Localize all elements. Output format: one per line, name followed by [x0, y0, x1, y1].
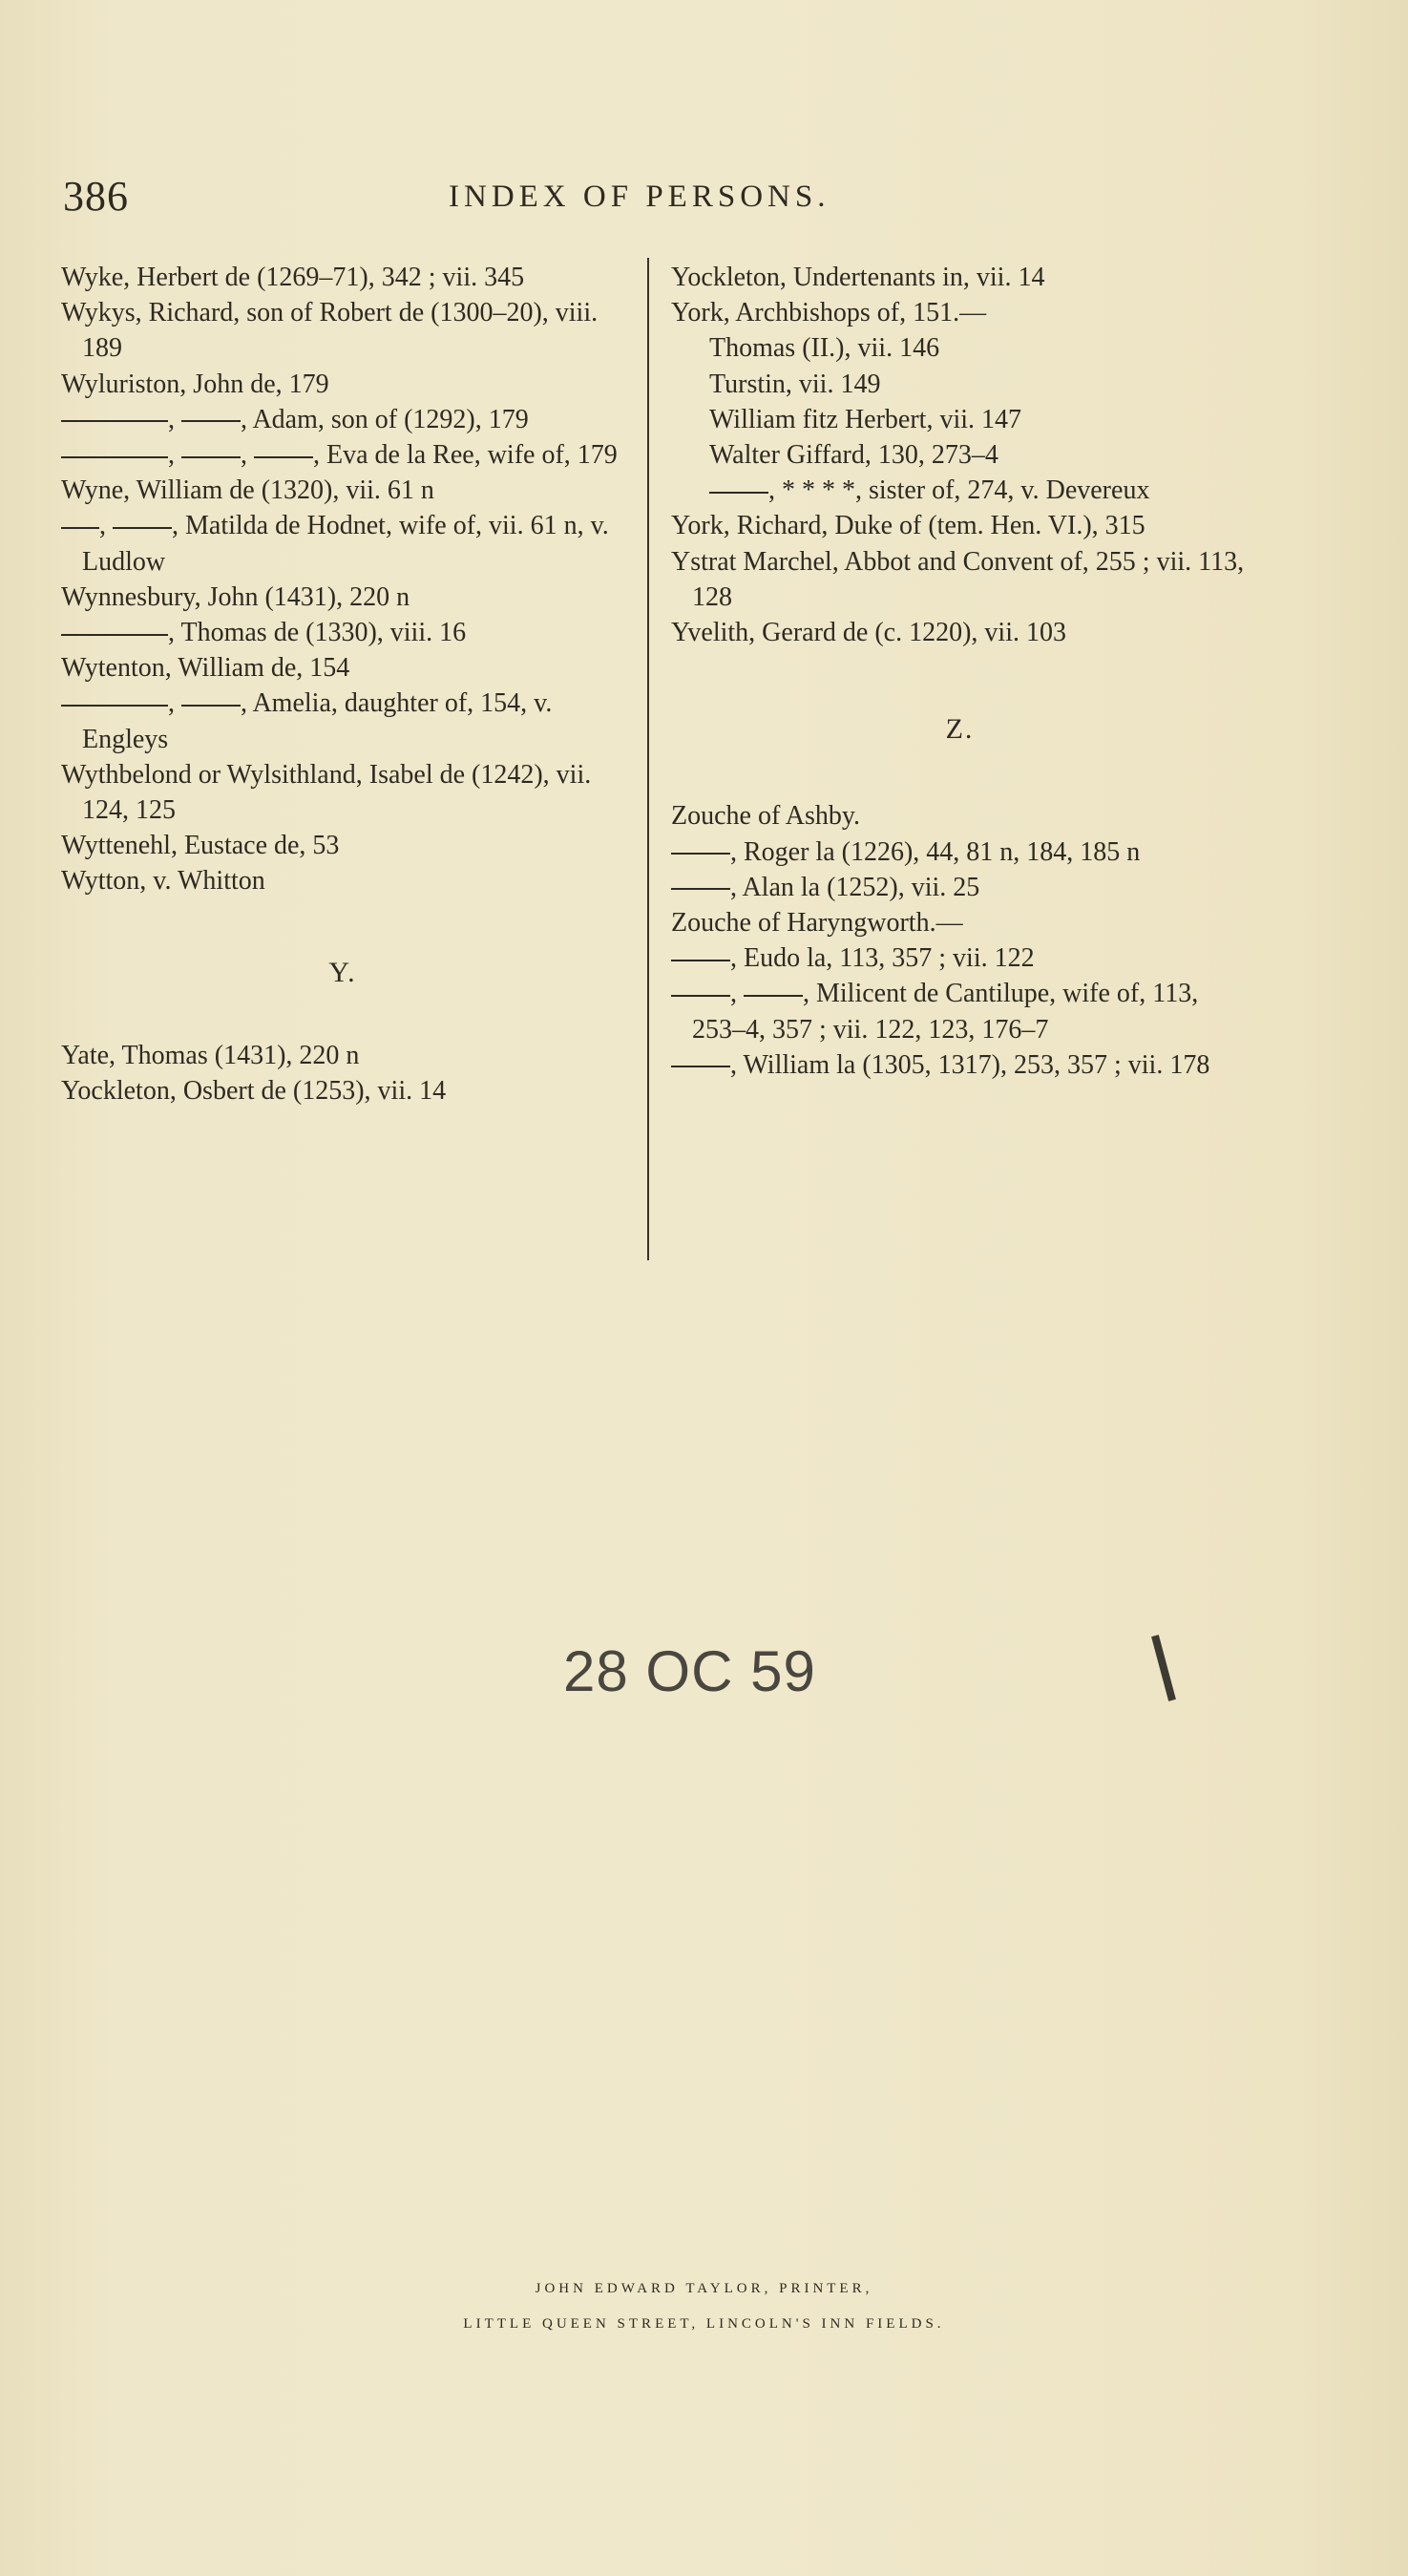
date-stamp: 28 OC 59	[563, 1639, 816, 1703]
index-subentry: , * * * *, sister of, 274, v. Devereux	[671, 473, 1249, 508]
ditto-dash	[181, 420, 241, 422]
index-entry: , , Amelia, daughter of, 154, v. Engleys	[61, 686, 624, 756]
index-entry: , , Milicent de Cantilupe, wife of, 113, 253–4, 357 ; vii. 122, 123, 176–7	[671, 976, 1249, 1046]
index-entry: Wyttenehl, Eustace de, 53	[61, 831, 340, 861]
index-subentry: Turstin, vii. 149	[709, 369, 881, 399]
index-entry: Zouche of Haryngworth.—	[671, 908, 963, 939]
ditto-dash	[671, 1066, 730, 1067]
index-entry: Wyne, William de (1320), vii. 61 n	[61, 475, 434, 506]
running-head: INDEX OF PERSONS.	[449, 179, 830, 214]
index-entry: York, Archbishops of, 151.—	[671, 298, 987, 328]
ditto-dash	[113, 527, 172, 529]
index-entry: York, Richard, Duke of (tem. Hen. VI.), 315	[671, 511, 1145, 541]
ditto-dash	[709, 492, 768, 494]
ditto-dash	[671, 853, 730, 855]
index-entry: Yockleton, Osbert de (1253), vii. 14	[61, 1076, 447, 1107]
index-entry: Wytton, v. Whitton	[61, 866, 265, 897]
index-subentry: William fitz Herbert, vii. 147	[709, 404, 1022, 434]
ink-mark	[1151, 1635, 1176, 1701]
index-subentry: Walter Giffard, 130, 273–4	[709, 440, 998, 471]
section-heading-y: Y.	[328, 956, 357, 988]
index-entry: Zouche of Ashby.	[671, 801, 861, 832]
ditto-dash	[61, 705, 168, 707]
index-entry: Wyluriston, John de, 179	[61, 369, 329, 399]
ditto-dash	[671, 960, 730, 961]
index-entry: Wytenton, William de, 154	[61, 653, 350, 684]
index-entry: Ystrat Marchel, Abbot and Convent of, 255 ; vii. 113, 128	[671, 546, 1245, 612]
index-entry: , Roger la (1226), 44, 81 n, 184, 185 n	[671, 834, 1249, 870]
index-entry: Yockleton, Undertenants in, vii. 14	[671, 263, 1045, 292]
index-entry: Wykys, Richard, son of Robert de (1300–20), viii. 189	[61, 298, 599, 364]
ditto-dash	[61, 527, 99, 529]
ditto-dash	[671, 888, 730, 890]
index-entry: , Alan la (1252), vii. 25	[671, 870, 1249, 905]
index-entry: Wyke, Herbert de (1269–71), 342 ; vii. 345	[61, 263, 525, 292]
index-entry: , , , Eva de la Ree, wife of, 179	[61, 437, 624, 473]
ditto-dash	[61, 456, 168, 458]
index-entry: , , Matilda de Hodnet, wife of, vii. 61 n, v. Ludlow	[61, 508, 624, 579]
left-column	[61, 260, 624, 1109]
page-number: 386	[63, 173, 129, 220]
ditto-dash	[744, 995, 803, 997]
index-entry: , Eudo la, 113, 357 ; vii. 122	[671, 940, 1249, 976]
index-subentry: Thomas (II.), vii. 146	[709, 333, 940, 364]
index-entry: , William la (1305, 1317), 253, 357 ; vii. 178	[671, 1047, 1249, 1083]
ditto-dash	[61, 634, 168, 636]
index-entry: Yvelith, Gerard de (c. 1220), vii. 103	[671, 618, 1066, 648]
index-entry: Wythbelond or Wylsithland, Isabel de (1242), vii. 124, 125	[61, 759, 592, 826]
printer-imprint-line-1: JOHN EDWARD TAYLOR, PRINTER,	[535, 2281, 873, 2296]
ditto-dash	[61, 420, 168, 422]
index-entry: Yate, Thomas (1431), 220 n	[61, 1040, 360, 1070]
section-heading-z: Z.	[945, 713, 975, 746]
printer-imprint-line-2: LITTLE QUEEN STREET, LINCOLN'S INN FIELDS.	[463, 2316, 945, 2332]
index-entry: , Thomas de (1330), viii. 16	[61, 615, 624, 650]
ditto-dash	[181, 456, 241, 458]
ditto-dash	[181, 705, 241, 707]
index-entry: , , Adam, son of (1292), 179	[61, 402, 624, 437]
index-entry: Wynnesbury, John (1431), 220 n	[61, 581, 410, 612]
column-divider	[647, 258, 649, 1260]
ditto-dash	[254, 456, 313, 458]
ditto-dash	[671, 995, 730, 997]
right-column	[671, 260, 1249, 1083]
